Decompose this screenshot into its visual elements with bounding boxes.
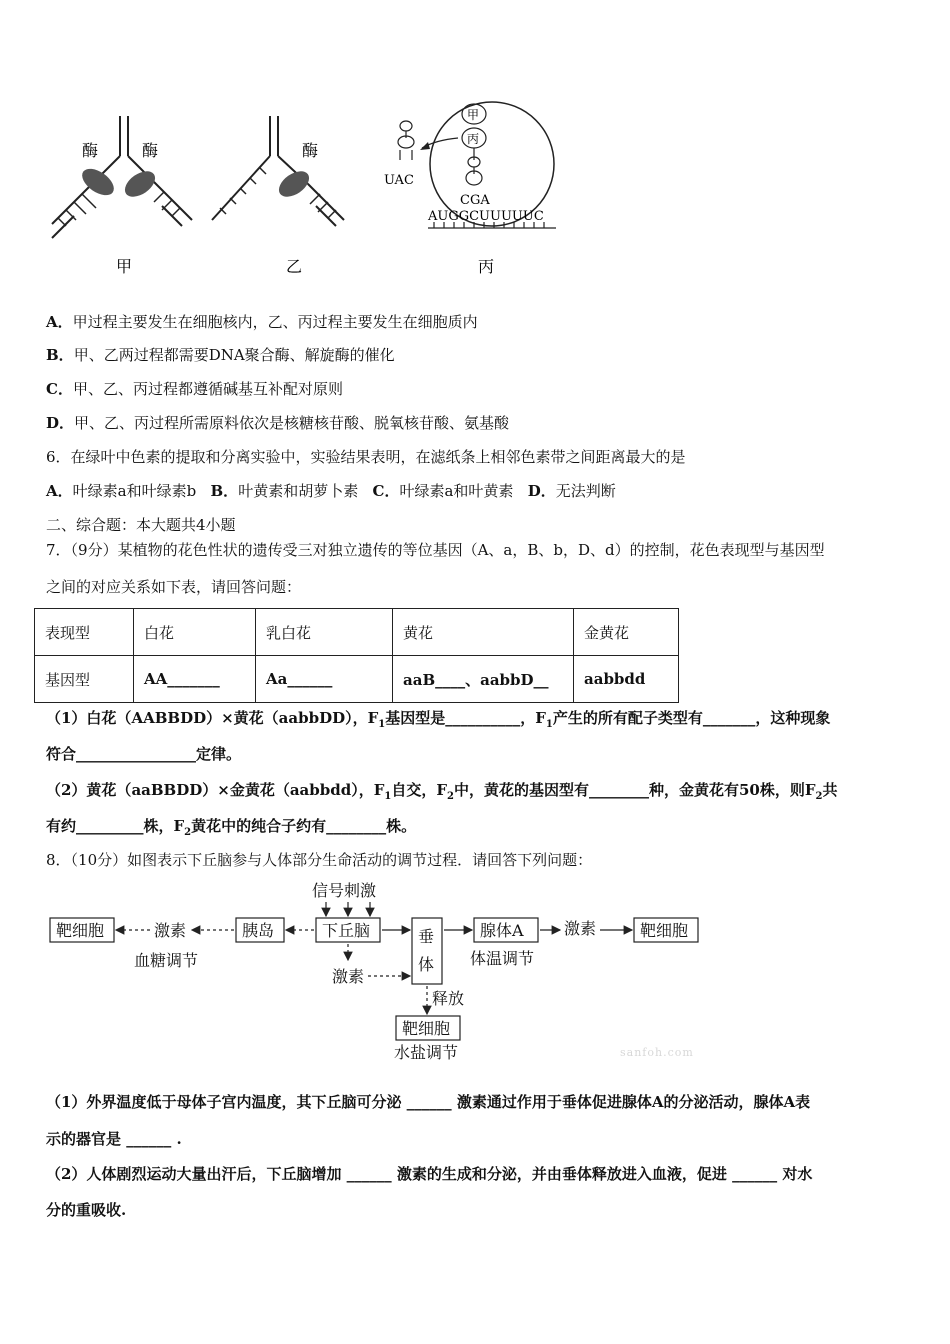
watermark: sanfoh.com	[620, 1046, 694, 1059]
option-text: 甲、乙两过程都需要DNA聚合酶、解旋酶的催化	[73, 346, 395, 364]
option-text: 甲过程主要发生在细胞核内，乙、丙过程主要发生在细胞质内	[72, 313, 478, 331]
panel-jia	[52, 116, 192, 238]
hypothalamus-regulation-diagram	[44, 872, 704, 1062]
q6-stem: 6．在绿叶中色素的提取和分离实验中，实验结果表明，在滤纸条上相邻色素带之间距离最大的是	[46, 448, 686, 466]
release-label: 释放	[432, 989, 465, 1008]
hypothalamus: 下丘脑	[322, 921, 371, 940]
text-run: 基因型是__________，F	[385, 709, 546, 727]
caption-bing: 丙	[478, 257, 495, 276]
table-cell: 金黄花	[574, 609, 679, 656]
text-run: 有约_________株，F	[46, 817, 185, 835]
option-text: 无法判断	[555, 482, 616, 500]
enzyme-label-yi: 酶	[302, 141, 319, 160]
pituitary-char-2: 体	[418, 955, 435, 974]
option-letter: B．	[46, 346, 74, 364]
q8-part2-line2: 分的重吸收.	[46, 1201, 127, 1219]
option-text: 叶绿素a和叶绿素b	[72, 482, 197, 500]
q7-part2-line2	[46, 816, 416, 843]
text-run: （2）黄花（aaBBDD）×金黄花（aabbdd），F	[46, 781, 385, 799]
panel-yi	[212, 116, 344, 226]
trna-exit-arrowhead	[420, 142, 430, 150]
option-letter: A．	[46, 482, 73, 500]
text-run: 黄花中的纯合子约有________株。	[191, 817, 417, 835]
enzyme-label-right: 酶	[142, 141, 159, 160]
q5-option-b	[46, 345, 395, 365]
table-cell: AA_______	[134, 656, 256, 703]
target-cell-2: 靶细胞	[640, 921, 689, 940]
pituitary-char-1: 垂	[418, 927, 435, 946]
genotype-table	[34, 608, 679, 703]
subscript: 1	[384, 791, 392, 802]
subscript: 2	[184, 827, 192, 838]
water-salt-label: 水盐调节	[394, 1043, 459, 1062]
hormone-label-1: 激素	[154, 921, 187, 940]
text-run: 中，黄花的基因型有________种，金黄花有50株，则F	[453, 781, 816, 799]
q5-option-a	[46, 312, 478, 332]
option-letter: D．	[527, 482, 556, 500]
text-run: 产生的所有配子类型有_______，这种现象	[552, 709, 831, 727]
option-letter: D．	[46, 414, 75, 432]
gland-a: 腺体A	[480, 921, 524, 940]
q7-stem-line2: 之间的对应关系如下表，请回答问题：	[46, 578, 302, 596]
bound-trna-shape	[466, 148, 482, 185]
subscript: 2	[815, 791, 823, 802]
caption-yi: 乙	[286, 257, 303, 276]
target-cell-3: 靶细胞	[402, 1019, 451, 1038]
option-letter: A．	[46, 313, 73, 331]
enzyme-label-left: 酶	[82, 141, 99, 160]
subscript: 2	[446, 791, 454, 802]
ribosome-outline	[430, 102, 554, 226]
text-run: 共	[822, 781, 838, 799]
subscript: 1	[378, 719, 386, 730]
table-cell: 黄花	[393, 609, 574, 656]
text-run: 自交，F	[391, 781, 447, 799]
table-row	[35, 656, 679, 703]
ribosome-label-jia: 甲	[467, 108, 480, 122]
q8-stem: 8．（10分）如图表示下丘脑参与人体部分生命活动的调节过程．请回答下列问题：	[46, 851, 593, 869]
subscript: 1	[545, 719, 553, 730]
target-cell-1: 靶细胞	[56, 921, 105, 940]
table-cell: 基因型	[35, 656, 134, 703]
q8-part1-line1: （1）外界温度低于母体子宫内温度，其下丘脑可分泌 ______ 激素通过作用于垂体促进腺体A的分泌活动，腺体A表	[46, 1093, 811, 1111]
table-cell: Aa______	[256, 656, 393, 703]
hormone-label-3: 激素	[332, 967, 365, 986]
q7-part1-line1	[46, 708, 830, 735]
table-cell: 乳白花	[256, 609, 393, 656]
table-cell: 白花	[134, 609, 256, 656]
free-trna-anticodon: UAC	[384, 173, 414, 188]
option-text: 甲、乙、丙过程所需原料依次是核糖核苷酸、脱氧核苷酸、氨基酸	[74, 414, 510, 432]
option-text: 甲、乙、丙过程都遵循碱基互补配对原则	[72, 380, 343, 398]
hormone-label-2: 激素	[564, 919, 597, 938]
q8-part2-line1: （2）人体剧烈运动大量出汗后，下丘脑增加 ______ 激素的生成和分泌，并由垂体释放进入血液，促进 ______ 对水	[46, 1165, 813, 1183]
section-title: 二、综合题：本大题共4小题	[46, 516, 236, 534]
table-row	[35, 609, 679, 656]
q5-option-c	[46, 379, 343, 399]
table-cell: aaB____、aabbD__	[393, 656, 574, 703]
replication-transcription-translation-figure	[44, 96, 564, 281]
enzyme-shape-right	[120, 166, 159, 202]
free-trna-shape	[398, 121, 414, 160]
text-run: （1）白花（AABBDD）×黄花（aabbDD），F	[46, 709, 379, 727]
temperature-label: 体温调节	[470, 949, 535, 968]
bound-trna-anticodon: CGA	[460, 193, 490, 208]
q5-option-d	[46, 413, 509, 433]
caption-jia: 甲	[116, 257, 133, 276]
mrna-sequence: AUGGCUUUUUC	[428, 209, 544, 224]
q6-options	[46, 481, 616, 501]
q7-part2-line1	[46, 780, 837, 807]
q7-part1-line2: 符合________________定律。	[46, 745, 242, 763]
table-cell: 表现型	[35, 609, 134, 656]
option-text: 叶黄素和胡萝卜素	[238, 482, 359, 500]
option-text: 叶绿素a和叶黄素	[399, 482, 514, 500]
signal-stimulus: 信号刺激	[312, 881, 377, 900]
q8-part1-line2: 示的器官是 ______ .	[46, 1130, 182, 1148]
table-cell: aabbdd	[574, 656, 679, 703]
ribosome-label-bing: 丙	[467, 132, 480, 146]
q7-stem-line1: 7．（9分）某植物的花色性状的遗传受三对独立遗传的等位基因（A、a，B、b，D、d）的控制，花色表现型与基因型	[46, 541, 825, 559]
islet: 胰岛	[242, 921, 275, 940]
blood-sugar-label: 血糖调节	[134, 951, 199, 970]
option-letter: C．	[372, 482, 400, 500]
option-letter: B．	[210, 482, 239, 500]
option-letter: C．	[46, 380, 73, 398]
